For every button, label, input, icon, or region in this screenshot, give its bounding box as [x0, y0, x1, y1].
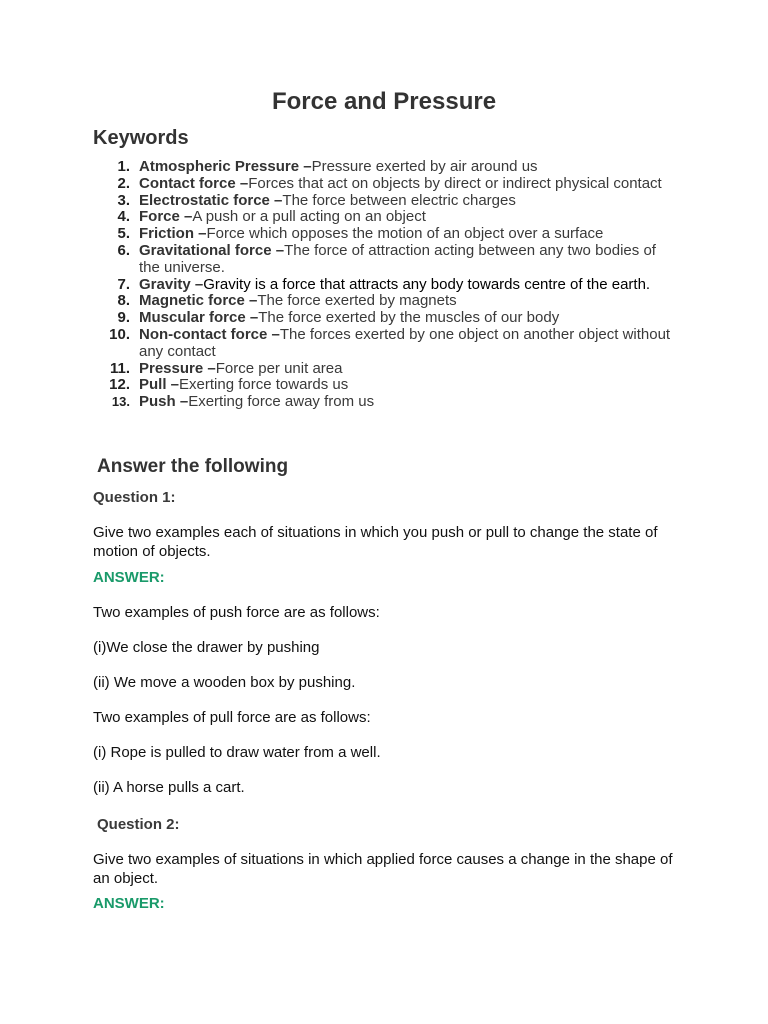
keyword-definition: Exerting force towards us [179, 376, 349, 394]
answer-1-line: (i) Rope is pulled to draw water from a well. [93, 744, 381, 761]
keyword-definition: The forces exerted by one object on another object without any contact [139, 325, 671, 360]
keyword-definition: Force per unit area [215, 359, 343, 377]
keyword-definition: A push or a pull acting on an object [192, 208, 426, 226]
keywords-list [93, 159, 673, 411]
keyword-number: 7. [117, 275, 130, 293]
keyword-item [93, 327, 673, 361]
keyword-number: 11. [109, 359, 130, 377]
keyword-item [93, 277, 673, 294]
keyword-number: 2. [117, 174, 130, 192]
keyword-term: Pressure – [139, 359, 216, 377]
keyword-item [93, 226, 673, 243]
keyword-term: Magnetic force – [139, 292, 258, 310]
keyword-number: 5. [117, 225, 130, 243]
keyword-number: 10. [109, 325, 130, 343]
keyword-term: Force – [139, 208, 193, 226]
keyword-definition: Gravity is a force that attracts any body towards centre of the earth. [203, 275, 651, 293]
keyword-item [93, 394, 673, 411]
keyword-definition: The force between electric charges [282, 191, 516, 209]
keyword-term: Muscular force – [139, 309, 259, 327]
question-2-text: Give two examples of situations in which applied force causes a change in the shape of an object. [93, 851, 673, 887]
keyword-term: Non-contact force – [139, 325, 280, 343]
answer-1-line: (i)We close the drawer by pushing [93, 639, 320, 656]
answer-1-line: (ii) We move a wooden box by pushing. [93, 674, 356, 691]
keyword-term: Gravitational force – [139, 241, 285, 259]
question-2-label: Question 2: [97, 816, 180, 833]
answer-2-label: ANSWER: [93, 895, 165, 912]
keyword-number: 9. [117, 309, 130, 327]
keyword-number: 12. [109, 376, 130, 394]
keyword-definition: Forces that act on objects by direct or indirect physical contact [248, 174, 662, 192]
keyword-item [93, 361, 673, 378]
keyword-term: Push – [139, 393, 189, 411]
keyword-item [93, 243, 673, 277]
keyword-item [93, 209, 673, 226]
page-title: Force and Pressure [271, 88, 497, 115]
answer-1-line: Two examples of push force are as follows: [93, 604, 380, 621]
keyword-definition: The force exerted by magnets [257, 292, 457, 310]
keyword-term: Electrostatic force – [139, 191, 283, 209]
keyword-item [93, 176, 673, 193]
keyword-definition: Pressure exerted by air around us [311, 158, 538, 175]
keywords-heading: Keywords [93, 127, 189, 149]
keyword-definition: Force which opposes the motion of an object over a surface [206, 225, 604, 243]
question-1-label: Question 1: [93, 489, 176, 506]
keyword-term: Atmospheric Pressure – [139, 158, 312, 175]
keyword-number: 13. [111, 394, 130, 410]
keyword-number: 4. [117, 208, 130, 226]
keyword-definition: The force exerted by the muscles of our body [258, 309, 560, 327]
answer-1-label: ANSWER: [93, 569, 165, 586]
keyword-item [93, 293, 673, 310]
keyword-term: Friction – [139, 225, 207, 243]
question-1-text: Give two examples each of situations in which you push or pull to change the state of motion of objects. [93, 524, 658, 560]
keyword-term: Gravity – [139, 275, 204, 293]
keyword-term: Contact force – [139, 174, 249, 192]
answer-1-line: (ii) A horse pulls a cart. [93, 779, 245, 796]
keyword-item [93, 377, 673, 394]
keyword-item [93, 159, 673, 176]
keyword-definition: The force of attraction acting between any two bodies of the universe. [139, 241, 656, 276]
keyword-term: Pull – [139, 376, 180, 394]
keyword-item [93, 310, 673, 327]
keyword-number: 1. [117, 158, 130, 175]
keyword-number: 3. [117, 191, 130, 209]
keyword-item [93, 193, 673, 210]
keyword-definition: Exerting force away from us [188, 393, 375, 411]
keyword-number: 8. [117, 292, 130, 310]
answer-1-line: Two examples of pull force are as follows: [93, 709, 371, 726]
answer-section-heading: Answer the following [97, 456, 289, 477]
keyword-number: 6. [117, 241, 130, 259]
